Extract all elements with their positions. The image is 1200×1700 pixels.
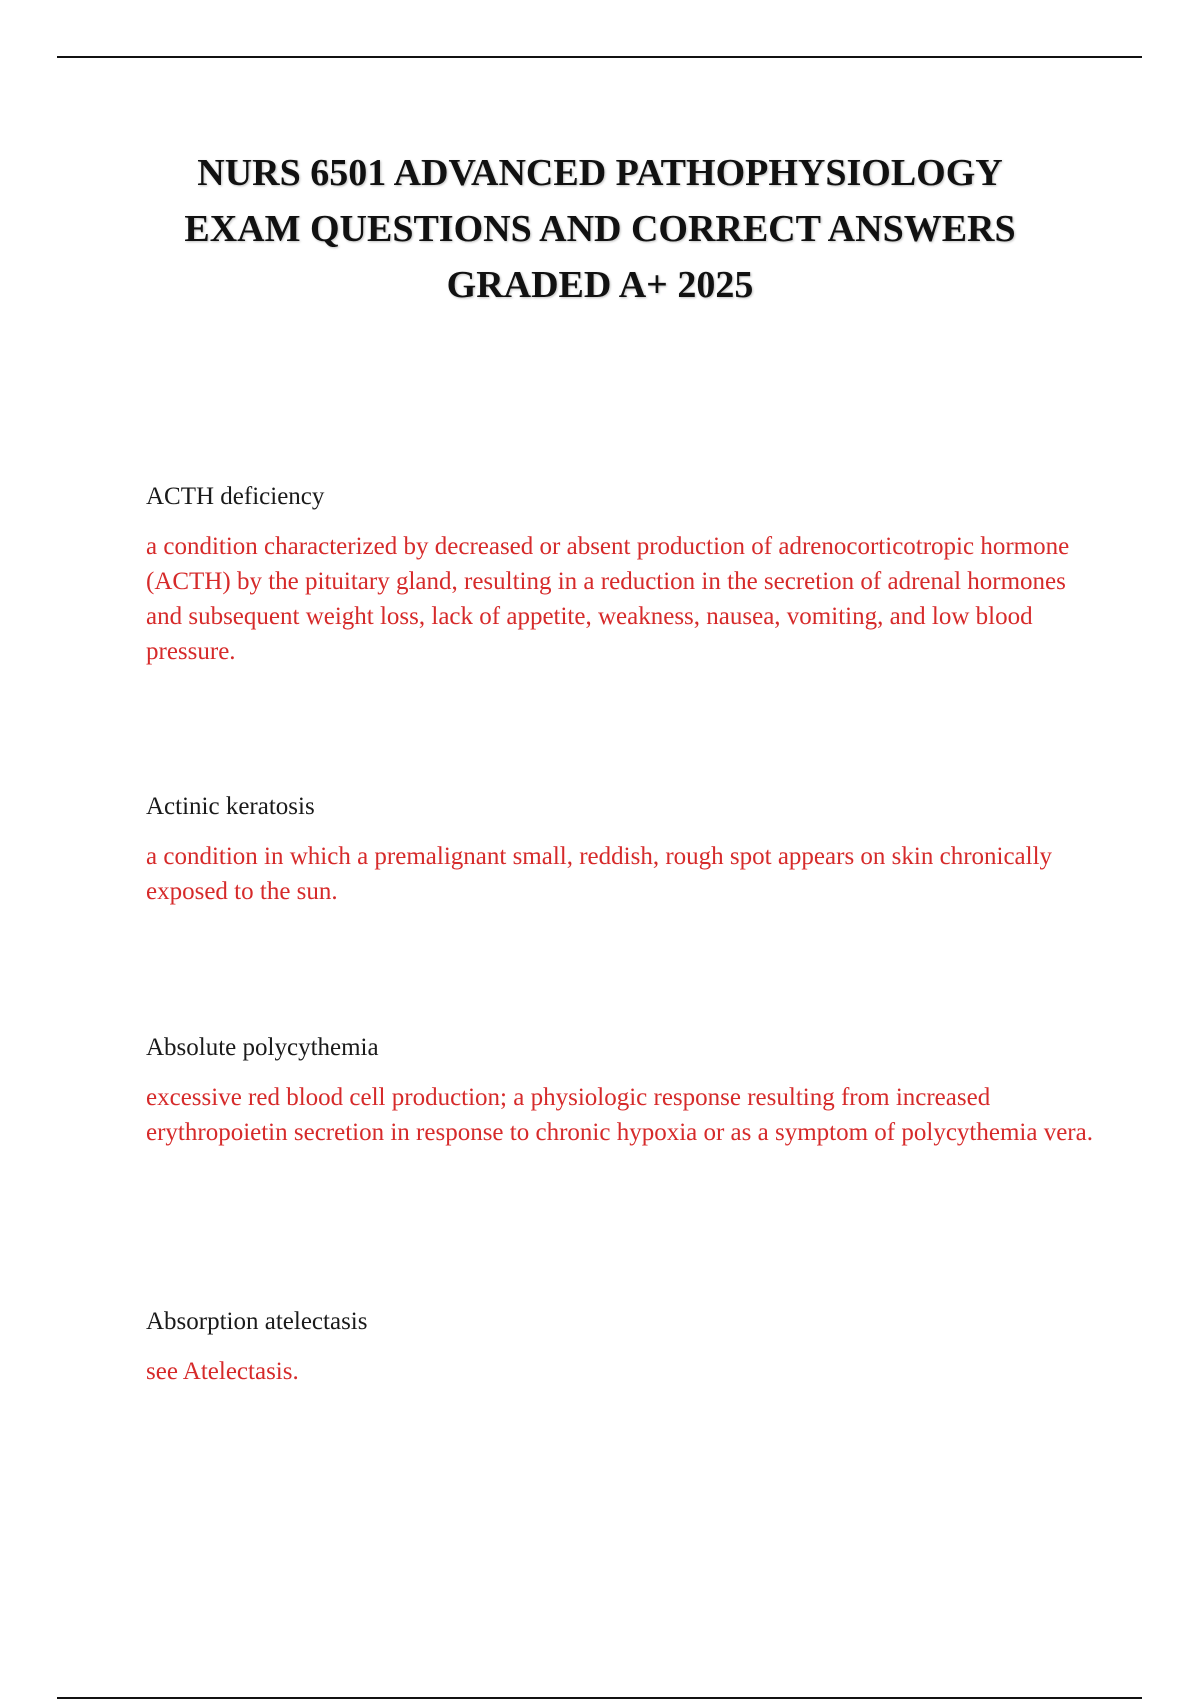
term: ACTH deficiency [146, 483, 325, 510]
term: Absorption atelectasis [146, 1308, 368, 1335]
glossary-entry-actinic-keratosis [146, 790, 1106, 909]
page-title [100, 145, 1100, 313]
glossary-entry-acth-deficiency [146, 480, 1106, 669]
definition: see Atelectasis. [146, 1358, 299, 1385]
title-line-3: GRADED A+ 2025 [446, 264, 754, 306]
definition: a condition characterized by decreased or absent production of adrenocorticotropic hormone (ACTH) by the pituitary gland, resulting in a reduction in the secretion of adrenal hormones and subsequent weight loss, lack of appetite, weakness, nausea, vomiting, and low blood pressure. [146, 533, 1070, 665]
definition: a condition in which a premalignant small, reddish, rough spot appears on skin chronically exposed to the sun. [146, 843, 1053, 905]
title-line-1: NURS 6501 ADVANCED PATHOPHYSIOLOGY [197, 152, 1003, 194]
top-rule [57, 56, 1142, 58]
definition: excessive red blood cell production; a physiologic response resulting from increased erythropoietin secretion in response to chronic hypoxia or as a symptom of polycythemia vera. [146, 1084, 1093, 1146]
bottom-rule [57, 1697, 1142, 1699]
glossary-entry-absolute-polycythemia [146, 1031, 1106, 1150]
title-line-2: EXAM QUESTIONS AND CORRECT ANSWERS [184, 208, 1016, 250]
glossary-entry-absorption-atelectasis [146, 1305, 1106, 1389]
term: Absolute polycythemia [146, 1034, 379, 1061]
term: Actinic keratosis [146, 793, 315, 820]
